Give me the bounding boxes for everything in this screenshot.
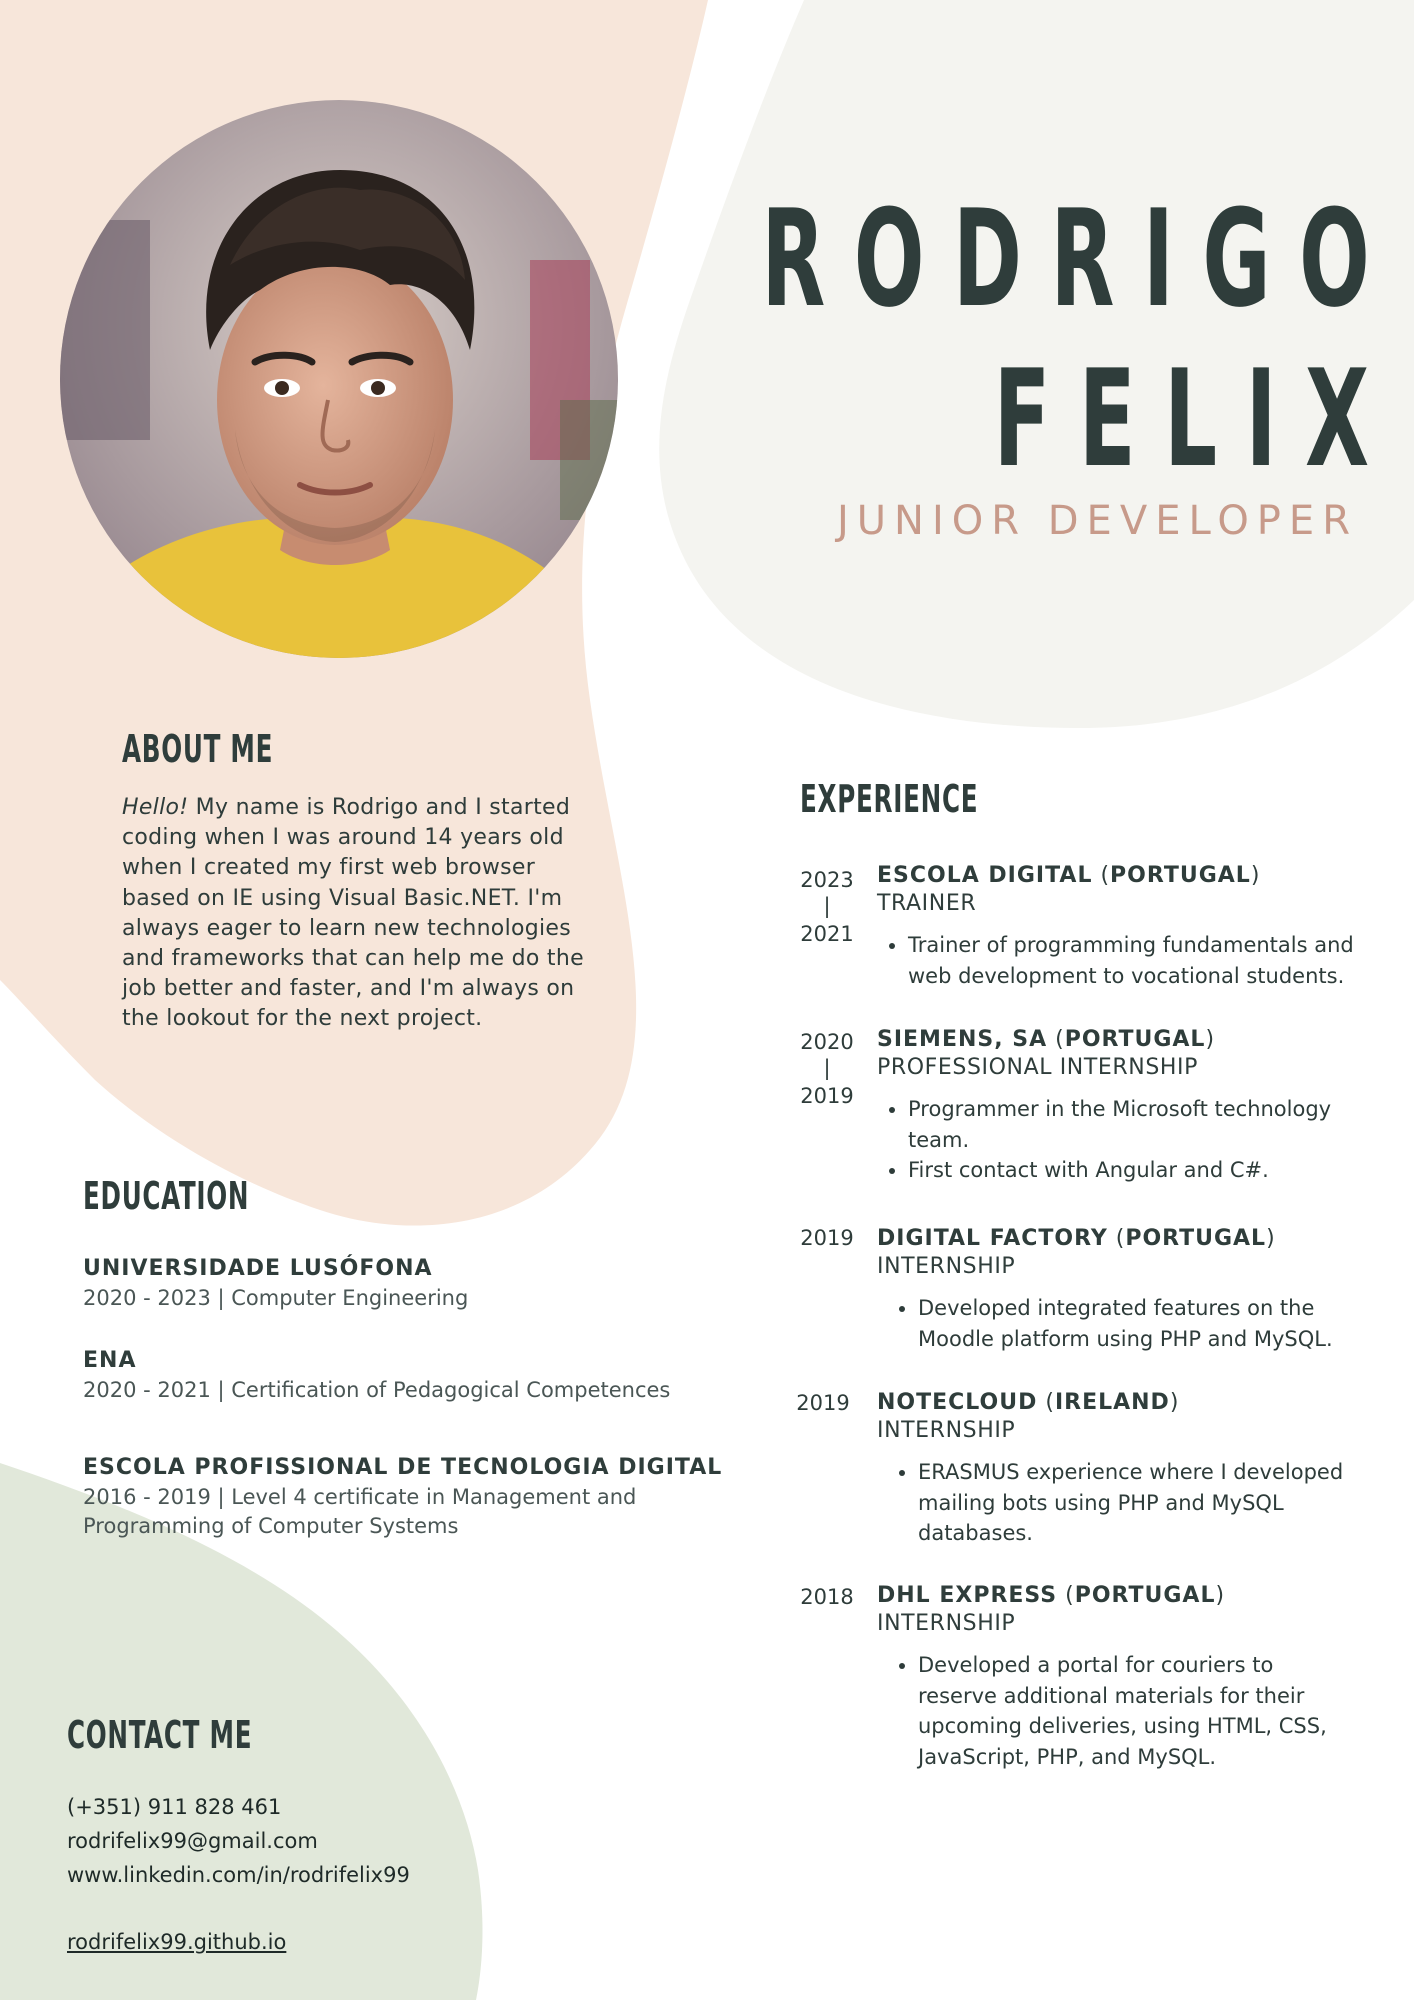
education-details: 2020 - 2023 | Computer Engineering: [83, 1286, 469, 1310]
experience-role: PROFESSIONAL INTERNSHIP: [877, 1055, 1199, 1080]
education-item: [83, 1453, 723, 1541]
education-institution: ESCOLA PROFISSIONAL DE TECNOLOGIA DIGITAL: [83, 1455, 723, 1480]
experience-bullets: [877, 1650, 1357, 1772]
experience-year: 2019: [800, 1226, 854, 1250]
experience-bullet: • Developed a portal for couriers to reserve additional materials for their upcoming deliveries, using HTML, CSS, JavaScript, PHP, and MySQL.: [918, 1650, 1357, 1772]
education-item: [83, 1254, 703, 1313]
about-hello: Hello!: [122, 795, 189, 820]
experience-year: 2018: [800, 1585, 854, 1609]
experience-year-separator: |: [823, 894, 831, 918]
education-details: 2016 - 2019 | Level 4 certificate in Management and Programming of Computer Systems: [83, 1485, 637, 1538]
experience-company: DIGITAL FACTORY: [877, 1226, 1108, 1251]
experience-bullets: [877, 930, 1357, 991]
experience-item: [877, 1026, 1357, 1186]
experience-country: PORTUGAL: [1064, 1027, 1206, 1052]
experience-heading: EXPERIENCE: [800, 777, 979, 821]
experience-year-separator: |: [823, 1056, 831, 1080]
experience-bullet: • Trainer of programming fundamentals and web development to vocational students.: [908, 930, 1357, 991]
contact-website-link[interactable]: rodrifelix99.github.io: [67, 1930, 287, 1954]
experience-paren-close: ): [1205, 1027, 1216, 1052]
experience-bullet: • Developed integrated features on the Moodle platform using PHP and MySQL.: [918, 1293, 1357, 1354]
experience-company-line: [877, 1225, 1357, 1253]
experience-paren-open: (: [1047, 1027, 1065, 1052]
education-institution: UNIVERSIDADE LUSÓFONA: [83, 1256, 433, 1281]
contact-email[interactable]: rodrifelix99@gmail.com: [67, 1829, 318, 1853]
about-body: My name is Rodrigo and I started coding when I was around 14 years old when I created my first web browser based on IE using Visual Basic.NET. I'm always eager to learn new technologies and frameworks that can help me do the job better and faster, and I'm always on the lookout for the next project.: [122, 795, 584, 1032]
experience-year-end: 2023: [800, 868, 854, 892]
experience-paren-close: ): [1266, 1226, 1276, 1251]
education-heading: EDUCATION: [83, 1174, 250, 1218]
experience-paren-close: ): [1250, 863, 1261, 888]
experience-bullets: [877, 1293, 1357, 1354]
experience-country: PORTUGAL: [1110, 863, 1251, 888]
about-text: [122, 793, 592, 1035]
experience-role: INTERNSHIP: [877, 1254, 1016, 1279]
experience-year-end: 2020: [800, 1030, 854, 1054]
contact-linkedin[interactable]: www.linkedin.com/in/rodrifelix99: [67, 1863, 410, 1887]
experience-country: IRELAND: [1054, 1390, 1170, 1415]
experience-company: DHL EXPRESS: [877, 1583, 1058, 1608]
experience-item: [877, 862, 1357, 991]
experience-role: INTERNSHIP: [877, 1611, 1016, 1636]
experience-item: [877, 1389, 1357, 1549]
experience-company-line: [877, 1582, 1357, 1610]
experience-paren-close: ): [1169, 1390, 1180, 1415]
experience-bullets: [877, 1094, 1357, 1186]
first-name: RODRIGO: [761, 181, 1398, 337]
job-title: JUNIOR DEVELOPER: [836, 498, 1358, 544]
experience-paren-open: (: [1107, 1226, 1126, 1251]
experience-company-line: [877, 1389, 1357, 1417]
experience-company: ESCOLA DIGITAL: [877, 863, 1093, 888]
experience-role: TRAINER: [877, 891, 977, 916]
experience-company-line: [877, 1026, 1357, 1054]
contact-phone[interactable]: (+351) 911 828 461: [67, 1795, 282, 1819]
experience-bullet: • First contact with Angular and C#.: [908, 1155, 1357, 1186]
last-name: FELIX: [993, 341, 1398, 497]
experience-item: [877, 1225, 1357, 1354]
experience-paren-open: (: [1037, 1390, 1055, 1415]
experience-country: PORTUGAL: [1074, 1583, 1216, 1608]
experience-bullet: • Programmer in the Microsoft technology team.: [908, 1094, 1357, 1155]
experience-paren-close: ): [1215, 1583, 1226, 1608]
experience-item: [877, 1582, 1357, 1772]
experience-company-line: [877, 862, 1357, 890]
experience-bullet: • ERASMUS experience where I developed mailing bots using PHP and MySQL databases.: [918, 1457, 1357, 1549]
experience-year-start: 2019: [800, 1084, 854, 1108]
education-item: [83, 1346, 703, 1405]
experience-year: 2019: [796, 1391, 850, 1415]
experience-paren-open: (: [1057, 1583, 1075, 1608]
portrait-illustration: [60, 100, 618, 658]
experience-paren-open: (: [1092, 863, 1111, 888]
education-institution: ENA: [83, 1348, 137, 1373]
experience-country: PORTUGAL: [1125, 1226, 1267, 1251]
about-heading: ABOUT ME: [122, 727, 274, 771]
experience-role: INTERNSHIP: [877, 1418, 1016, 1443]
experience-year-start: 2021: [800, 922, 854, 946]
experience-bullets: [877, 1457, 1357, 1549]
education-details: 2020 - 2021 | Certification of Pedagogical Competences: [83, 1378, 671, 1402]
experience-company: NOTECLOUD: [877, 1390, 1038, 1415]
contact-heading: CONTACT ME: [67, 1713, 253, 1757]
experience-company: SIEMENS, SA: [877, 1027, 1048, 1052]
profile-photo: [60, 100, 618, 658]
